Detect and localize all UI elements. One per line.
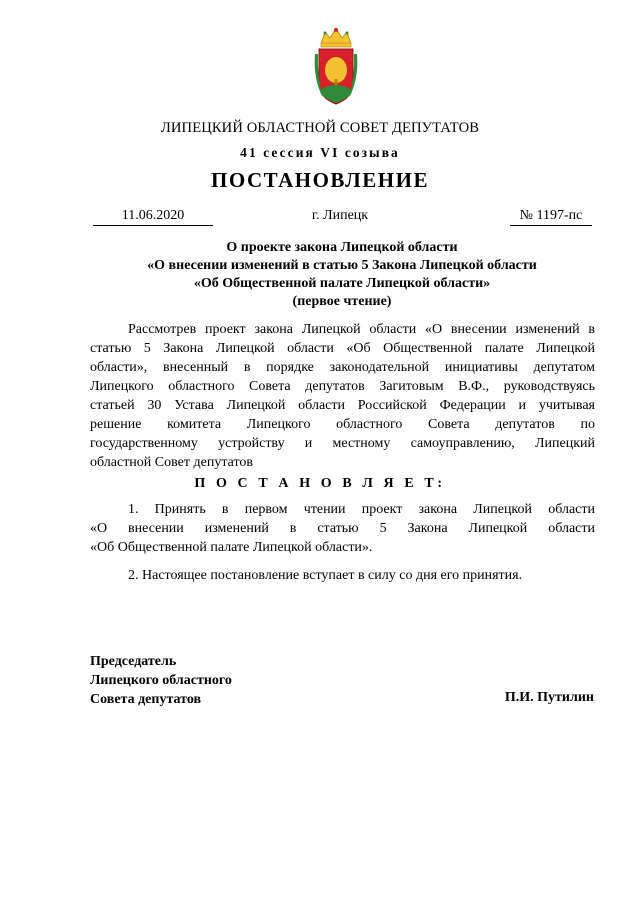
document-date: 11.06.2020 [93,208,213,226]
preamble-line: государственному устройству и местному самоуправлению, Липецкий [90,436,595,451]
title-line: (первое чтение) [292,294,392,309]
preamble-paragraph [90,320,595,472]
signatory-position [90,652,232,709]
preamble-line: областной Совет депутатов [90,455,254,470]
item-2-paragraph [90,566,595,585]
preamble-line: статьей 30 Устава Липецкой области Российской Федерации и учитывая [90,398,595,413]
signatory-position-line: Председатель [90,654,177,669]
document-title [90,239,594,311]
council-name: ЛИПЕЦКИЙ ОБЛАСТНОЙ СОВЕТ ДЕПУТАТОВ [160,120,480,136]
title-line: «О внесении изменений в статью 5 Закона Липецкой области [147,258,537,273]
preamble-line: статью 5 Закона Липецкой области «Об Общественной палате Липецкой [90,341,595,356]
signatory-position-line: Липецкого областного [90,673,232,688]
resolves-heading: П О С Т А Н О В Л Я Е Т: [194,476,446,491]
preamble-line: области», внесенный в порядке законодательной инициативы депутатом [90,360,595,375]
signatory-position-line: Совета депутатов [90,692,202,707]
session-label: 41 сессия VI созыва [240,145,400,160]
title-line: О проекте закона Липецкой области [226,240,458,255]
preamble-line: Липецкого областного Совета депутатов Загитовым В.Ф., руководствуясь [90,379,595,394]
item-1-paragraph [90,500,595,557]
document-type: ПОСТАНОВЛЕНИЕ [211,168,429,192]
lipetsk-coat-of-arms-icon [313,24,359,106]
document-number: № 1197-пс [510,208,592,226]
title-line: «Об Общественной палате Липецкой области» [193,276,491,291]
preamble-line: решение комитета Липецкого областного Совета депутатов по [90,417,595,432]
item-line: «Об Общественной палате Липецкой области». [90,540,373,555]
item-line: «О внесении изменений в статью 5 Закона Липецкой области [90,521,595,536]
item-line: 1. Принять в первом чтении проект закона Липецкой области [128,502,595,517]
document-city: г. Липецк [311,208,369,223]
item-line: 2. Настоящее постановление вступает в силу со дня его принятия. [128,568,523,583]
preamble-line: Рассмотрев проект закона Липецкой области «О внесении изменений в [128,322,595,337]
signatory-name: П.И. Путилин [504,690,594,705]
